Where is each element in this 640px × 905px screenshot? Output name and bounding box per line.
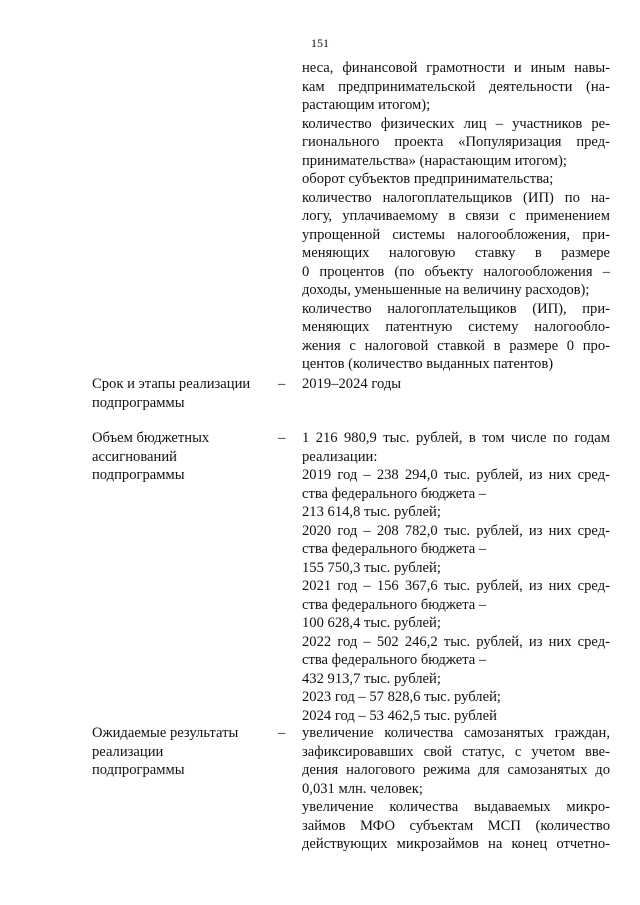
text-line: количество налогоплательщиков (ИП), при- (302, 300, 610, 317)
text-line: 2019 год – 238 294,0 тыс. рублей, из них сред- (302, 467, 610, 483)
text-line: жения с налоговой ставкой в размере 0 про- (302, 337, 610, 354)
text-line: логу, уплачиваемому в связи с применением (302, 208, 610, 224)
text-line: 2019–2024 годы (302, 376, 402, 392)
section-dash: – (278, 725, 286, 741)
text-line: количество физических лиц – участников ре- (302, 115, 610, 132)
text-line: оборот субъектов предпринимательства; (302, 171, 554, 187)
text-line: дения налогового режима для самозанятых до (302, 762, 610, 778)
text-line: меняющих налоговую ставку в размере (302, 245, 610, 261)
text-line: 0,031 млн. человек; (302, 780, 423, 797)
text-line: ства федерального бюджета – (302, 652, 487, 668)
text-line: кам предпринимательской деятельности (на- (302, 78, 610, 95)
page-number: 151 (311, 36, 329, 50)
section-label (92, 724, 272, 780)
text-line: 0 процентов (по объекту налогообложения – (302, 263, 610, 280)
section-value (302, 724, 610, 854)
label-line: подпрограммы (92, 467, 185, 483)
label-line: Ожидаемые результаты (92, 725, 239, 741)
label-line: ассигнований (92, 448, 177, 465)
text-line: 432 913,7 тыс. рублей; (302, 670, 441, 687)
text-line: 2021 год – 156 367,6 тыс. рублей, из них сред- (302, 578, 610, 594)
text-line: зафиксировавших свой статус, с учетом вве- (302, 743, 610, 760)
text-line: 2022 год – 502 246,2 тыс. рублей, из них сред- (302, 633, 610, 650)
section-label (92, 375, 272, 412)
text-line: 213 614,8 тыс. рублей; (302, 504, 441, 520)
text-line: ства федерального бюджета – (302, 596, 487, 613)
text-line: неса, финансовой грамотности и иным навы- (302, 60, 610, 76)
label-line: Срок и этапы реализации (92, 376, 251, 392)
section-value (302, 429, 610, 725)
label-line: подпрограммы (92, 394, 185, 411)
text-line: меняющих патентную систему налогообло- (302, 319, 610, 335)
label-line: Объем бюджетных (92, 430, 210, 446)
text-line: увеличение количества выдаваемых микро- (302, 799, 610, 815)
section-dash: – (278, 376, 286, 392)
section-value (302, 375, 610, 394)
text-line: 2020 год – 208 782,0 тыс. рублей, из них сред- (302, 522, 610, 539)
text-line: увеличение количества самозанятых граждан, (302, 725, 610, 741)
label-line: реализации (92, 743, 164, 760)
text-line: доходы, уменьшенные на величину расходов); (302, 282, 590, 298)
section-label (92, 429, 272, 485)
text-line: 2023 год – 57 828,6 тыс. рублей; (302, 689, 501, 705)
text-line: количество налогоплательщиков (ИП) по на- (302, 189, 610, 206)
label-line: подпрограммы (92, 762, 185, 778)
text-line: принимательства» (нарастающим итогом); (302, 152, 567, 169)
text-line: ства федерального бюджета – (302, 485, 487, 502)
text-line: действующих микрозаймов на конец отчетно- (302, 836, 610, 852)
text-line: упрощенной системы налогообложения, при- (302, 226, 610, 243)
text-line: реализации: (302, 448, 378, 465)
continuation-text (302, 59, 610, 374)
text-line: 155 750,3 тыс. рублей; (302, 559, 441, 576)
text-line: 100 628,4 тыс. рублей; (302, 615, 441, 631)
text-line: 1 216 980,9 тыс. рублей, в том числе по годам (302, 430, 610, 446)
section-dash: – (278, 430, 286, 446)
text-line: займов МФО субъектам МСП (количество (302, 817, 610, 834)
text-line: гионального проекта «Популяризация пред- (302, 134, 610, 150)
text-line: центов (количество выданных патентов) (302, 356, 554, 372)
text-line: 2024 год – 53 462,5 тыс. рублей (302, 707, 497, 724)
text-line: растающим итогом); (302, 97, 431, 113)
text-line: ства федерального бюджета – (302, 541, 487, 557)
